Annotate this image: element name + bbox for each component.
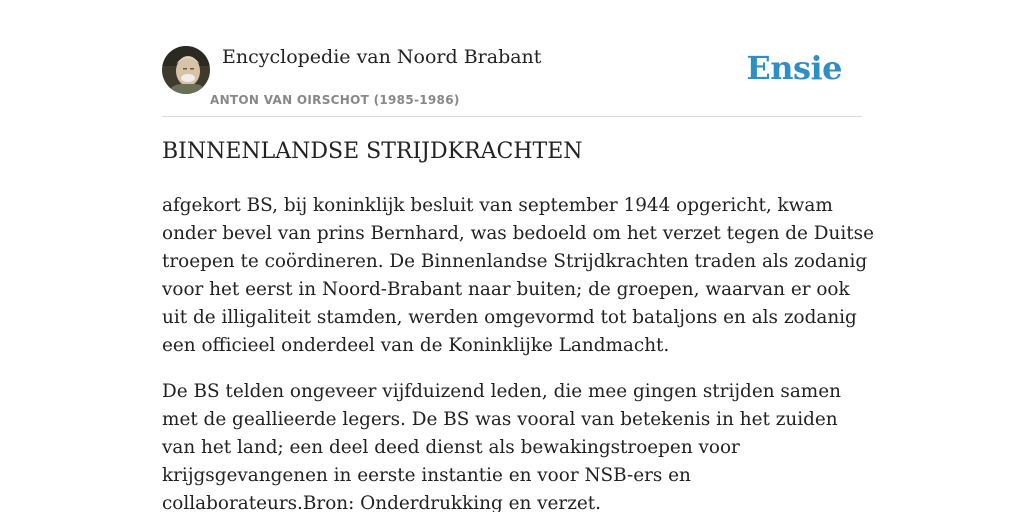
header — [162, 46, 862, 117]
entry-paragraph: De BS telden ongeveer vijfduizend leden, die mee gingen strijden samen met de geallieerde legers. De BS was vooral van betekenis in het zuiden van het land; een deel deed dienst als bewakingstroepen voor krijgsgevangenen in eerste instantie en voor NSB-ers en collaborateurs.Bron: Onderdrukking en verzet. — [162, 381, 841, 512]
book-title-link[interactable]: Encyclopedie van Noord Brabant — [222, 46, 542, 68]
entry-title: BINNENLANDSE STRIJDKRACHTEN — [162, 139, 583, 164]
entry-paragraph: afgekort BS, bij koninklijk besluit van september 1944 opgericht, kwam onder bevel van prins Bernhard, was bedoeld om het verzet tegen de Duitse troepen te coördineren. De Binnenlandse Strijdkrachten traden als zodanig voor het eerst in Noord-Brabant naar buiten; de groepen, waarvan er ook uit de illigaliteit stamden, werden omgevormd tot bataljons en als zodanig een officieel onderdeel van de Koninklijke Landmacht. — [162, 195, 874, 356]
author-avatar[interactable] — [162, 46, 210, 94]
author-name[interactable]: ANTON VAN OIRSCHOT (1985-1986) — [210, 93, 460, 107]
ensie-logo[interactable]: Ensie — [746, 49, 842, 87]
author-portrait-icon — [162, 46, 210, 94]
entry-body — [162, 192, 874, 512]
